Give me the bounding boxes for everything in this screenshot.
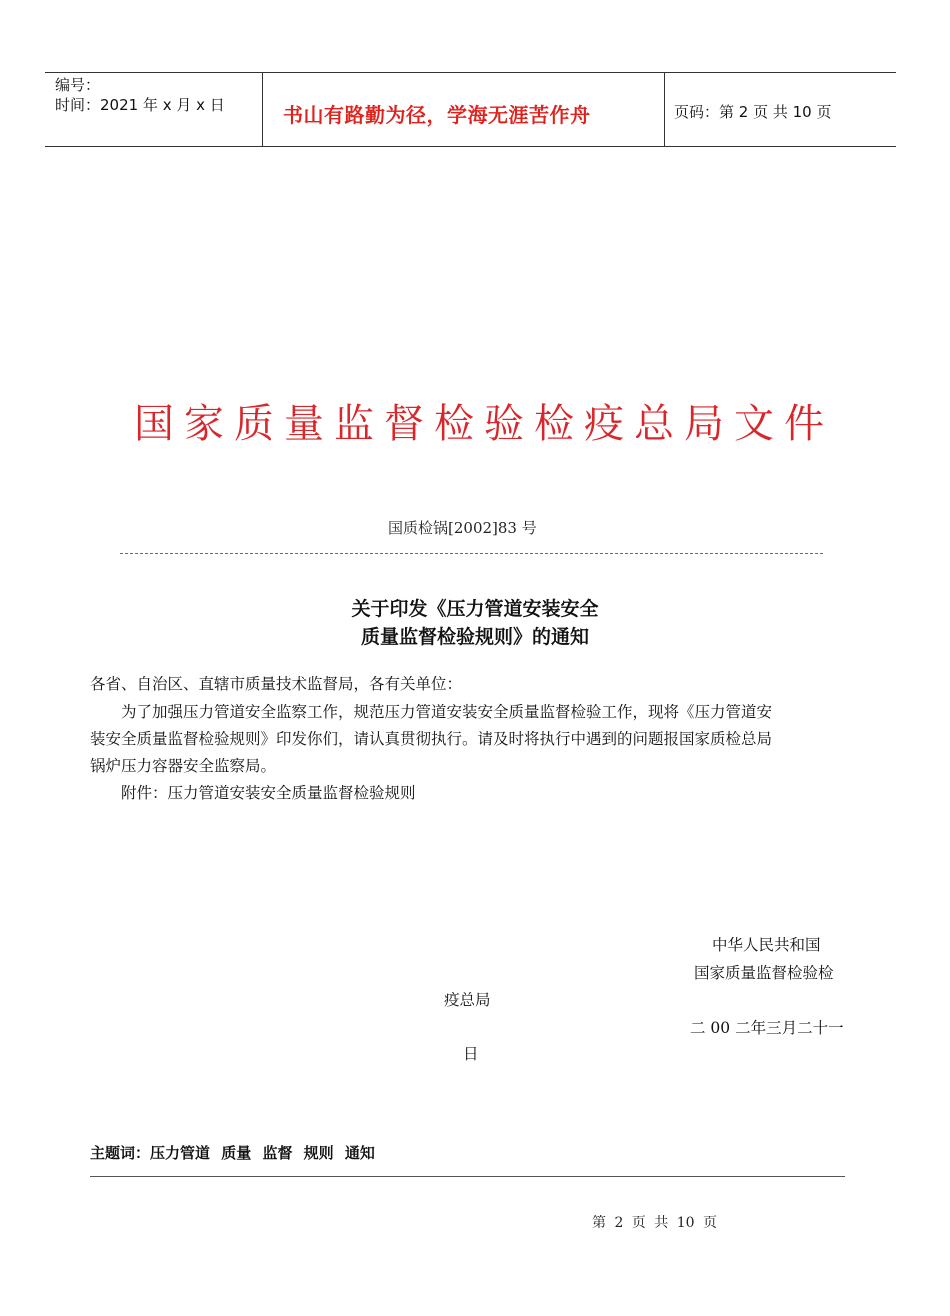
subject-keywords: 主题词：压力管道 质量 监督 规则 通知 bbox=[90, 1144, 375, 1162]
notice-title-line1: 关于印发《压力管道安装安全 bbox=[351, 598, 599, 620]
header-number-label: 编号： bbox=[55, 76, 101, 94]
footer-page-number: 第 2 页 共 10 页 bbox=[592, 1215, 717, 1231]
agency-title: 国家质量监督检验检疫总局文件 bbox=[134, 401, 834, 447]
date-line-2: 日 bbox=[463, 1045, 479, 1063]
red-dashed-divider bbox=[120, 553, 823, 554]
notice-title-line2: 质量监督检验规则》的通知 bbox=[360, 626, 589, 648]
document-number: 国质检锅[2002]83 号 bbox=[388, 519, 537, 537]
body-line-3: 锅炉压力容器安全监察局。 bbox=[90, 757, 277, 775]
attachment-line: 附件：压力管道安装安全质量监督检验规则 bbox=[121, 784, 416, 802]
header-motto: 书山有路勤为径，学海无涯苦作舟 bbox=[283, 103, 591, 127]
keywords-rule bbox=[90, 1176, 845, 1177]
header-divider-left bbox=[262, 72, 263, 147]
signature-line-1: 中华人民共和国 bbox=[712, 936, 821, 954]
header-bottom-rule bbox=[45, 146, 896, 147]
header-divider-right bbox=[664, 72, 665, 147]
body-line-2: 装安全质量监督检验规则》印发你们，请认真贯彻执行。请及时将执行中遇到的问题报国家质检总局 bbox=[90, 730, 773, 748]
body-line-1: 为了加强压力管道安全监察工作，规范压力管道安装安全质量监督检验工作，现将《压力管道安 bbox=[121, 703, 773, 721]
header-top-rule bbox=[45, 72, 896, 73]
header-time-label: 时间：2021 年 x 月 x 日 bbox=[55, 96, 225, 114]
salutation: 各省、自治区、直辖市质量技术监督局，各有关单位： bbox=[90, 675, 463, 693]
signature-line-2: 国家质量监督检验检 bbox=[694, 964, 834, 982]
signature-line-3: 疫总局 bbox=[444, 991, 491, 1009]
header-page-label: 页码：第 2 页 共 10 页 bbox=[674, 103, 832, 121]
date-line-1: 二 00 二年三月二十一 bbox=[690, 1019, 844, 1037]
